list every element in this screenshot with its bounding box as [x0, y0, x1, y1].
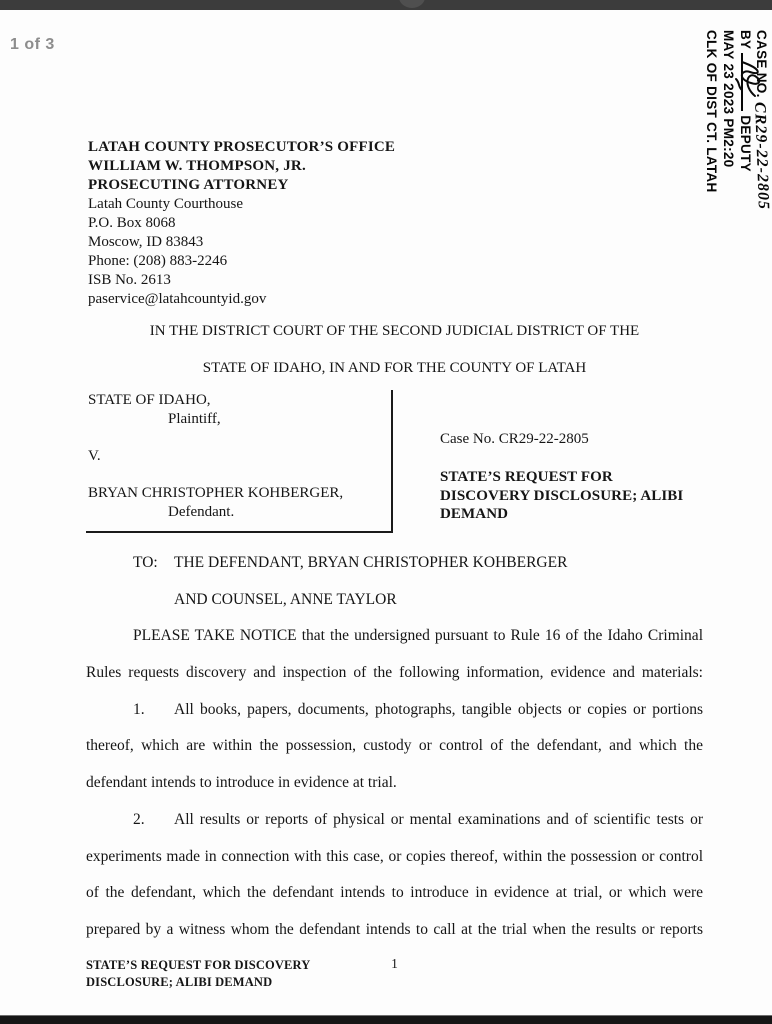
letterhead-address-3: Moscow, ID 83843 [88, 234, 204, 250]
caption-plaintiff-name: STATE OF IDAHO, [88, 392, 211, 408]
document-body [86, 553, 703, 957]
caption-versus: V. [88, 448, 101, 464]
item-2-text: All results or reports of physical or mental examinations and of scientific tests or [174, 810, 703, 828]
item-1-line-2: thereof, which are within the possession, custody or control of the defendant, and which the [86, 737, 703, 755]
footer-document-title-line-1: STATE’S REQUEST FOR DISCOVERY [86, 958, 311, 972]
stamp-case-label: CASE NO. [754, 30, 769, 98]
item-1-text: All books, papers, documents, photographs, tangible objects or copies or portions [174, 700, 703, 718]
item-1-number: 1. [133, 700, 145, 718]
court-title-line-1: IN THE DISTRICT COURT OF THE SECOND JUDICIAL DISTRICT OF THE [149, 323, 640, 339]
notice-paragraph-line-1: PLEASE TAKE NOTICE that the undersigned pursuant to Rule 16 of the Idaho Criminal [133, 627, 703, 645]
footer-document-title-line-2: DISCLOSURE; ALIBI DEMAND [86, 974, 273, 989]
item-2-line-1 [86, 810, 703, 847]
item-2-line-4: prepared by a witness whom the defendant intends to call at the trial when the results or reports [86, 920, 703, 938]
letterhead-phone: Phone: (208) 883-2246 [88, 253, 228, 269]
caption-document-title-line-3: DEMAND [440, 506, 509, 523]
court-title [86, 322, 703, 378]
notice-paragraph-line-2: Rules requests discovery and inspection of the following information, evidence and materials: [86, 664, 703, 682]
item-2-line-3: of the defendant, which the defendant intends to introduce in evidence at trial, or which were [86, 884, 703, 902]
caption-defendant-name: BRYAN CHRISTOPHER KOHBERGER, [88, 485, 344, 501]
filing-stamp [700, 30, 770, 236]
page-indicator: 1 of 3 [10, 36, 55, 53]
item-1-line-1 [86, 700, 703, 737]
stamp-deputy-label: DEPUTY [738, 115, 753, 172]
letterhead-address-2: P.O. Box 8068 [88, 215, 176, 231]
toolbar-artifact [399, 0, 425, 8]
caption-plaintiff-role: Plaintiff, [168, 411, 221, 427]
to-line-1 [86, 553, 703, 590]
letterhead-address-1: Latah County Courthouse [88, 196, 243, 212]
caption-document-title-line-2: DISCOVERY DISCLOSURE; ALIBI [440, 487, 684, 504]
viewer-toolbar [0, 0, 772, 10]
to-addressee: THE DEFENDANT, BRYAN CHRISTOPHER KOHBERGER [174, 554, 568, 571]
court-title-line-2: STATE OF IDAHO, IN AND FOR THE COUNTY OF LATAH [202, 360, 587, 376]
stamp-case-number-handwritten: CR29-22-2805 [751, 101, 772, 210]
caption-defendant-role: Defendant. [168, 504, 235, 520]
prosecutor-letterhead [88, 138, 395, 309]
deputy-signature-icon [741, 53, 752, 111]
item-2-line-2: experiments made in connection with this case, or copies thereof, within the possession or control [86, 847, 703, 865]
caption-document-title [440, 468, 702, 524]
letterhead-isb-number: ISB No. 2613 [88, 272, 171, 288]
caption-document-title-line-1: STATE’S REQUEST FOR [440, 469, 613, 485]
to-line-2: AND COUNSEL, ANNE TAYLOR [174, 590, 397, 608]
letterhead-email: paservice@latahcountyid.gov [88, 291, 267, 307]
stamp-clerk-line: CLK OF DIST CT. LATAH [704, 30, 719, 193]
viewer-bottom-bar [0, 1015, 772, 1024]
stamp-by-label: BY [738, 30, 753, 50]
caption-case-number: Case No. CR29-22-2805 [440, 431, 589, 447]
to-label: TO: [133, 554, 158, 571]
stamp-datetime: MAY 23 2023 PM2:20 [721, 30, 736, 168]
letterhead-office: LATAH COUNTY PROSECUTOR’S OFFICE [88, 139, 396, 155]
footer-page-number: 1 [391, 956, 398, 971]
item-1-line-3: defendant intends to introduce in evidence at trial. [86, 774, 397, 792]
caption-bracket [86, 390, 393, 533]
letterhead-attorney-name: WILLIAM W. THOMPSON, JR. [88, 158, 306, 174]
item-2-number: 2. [133, 810, 145, 828]
letterhead-attorney-title: PROSECUTING ATTORNEY [88, 177, 289, 193]
